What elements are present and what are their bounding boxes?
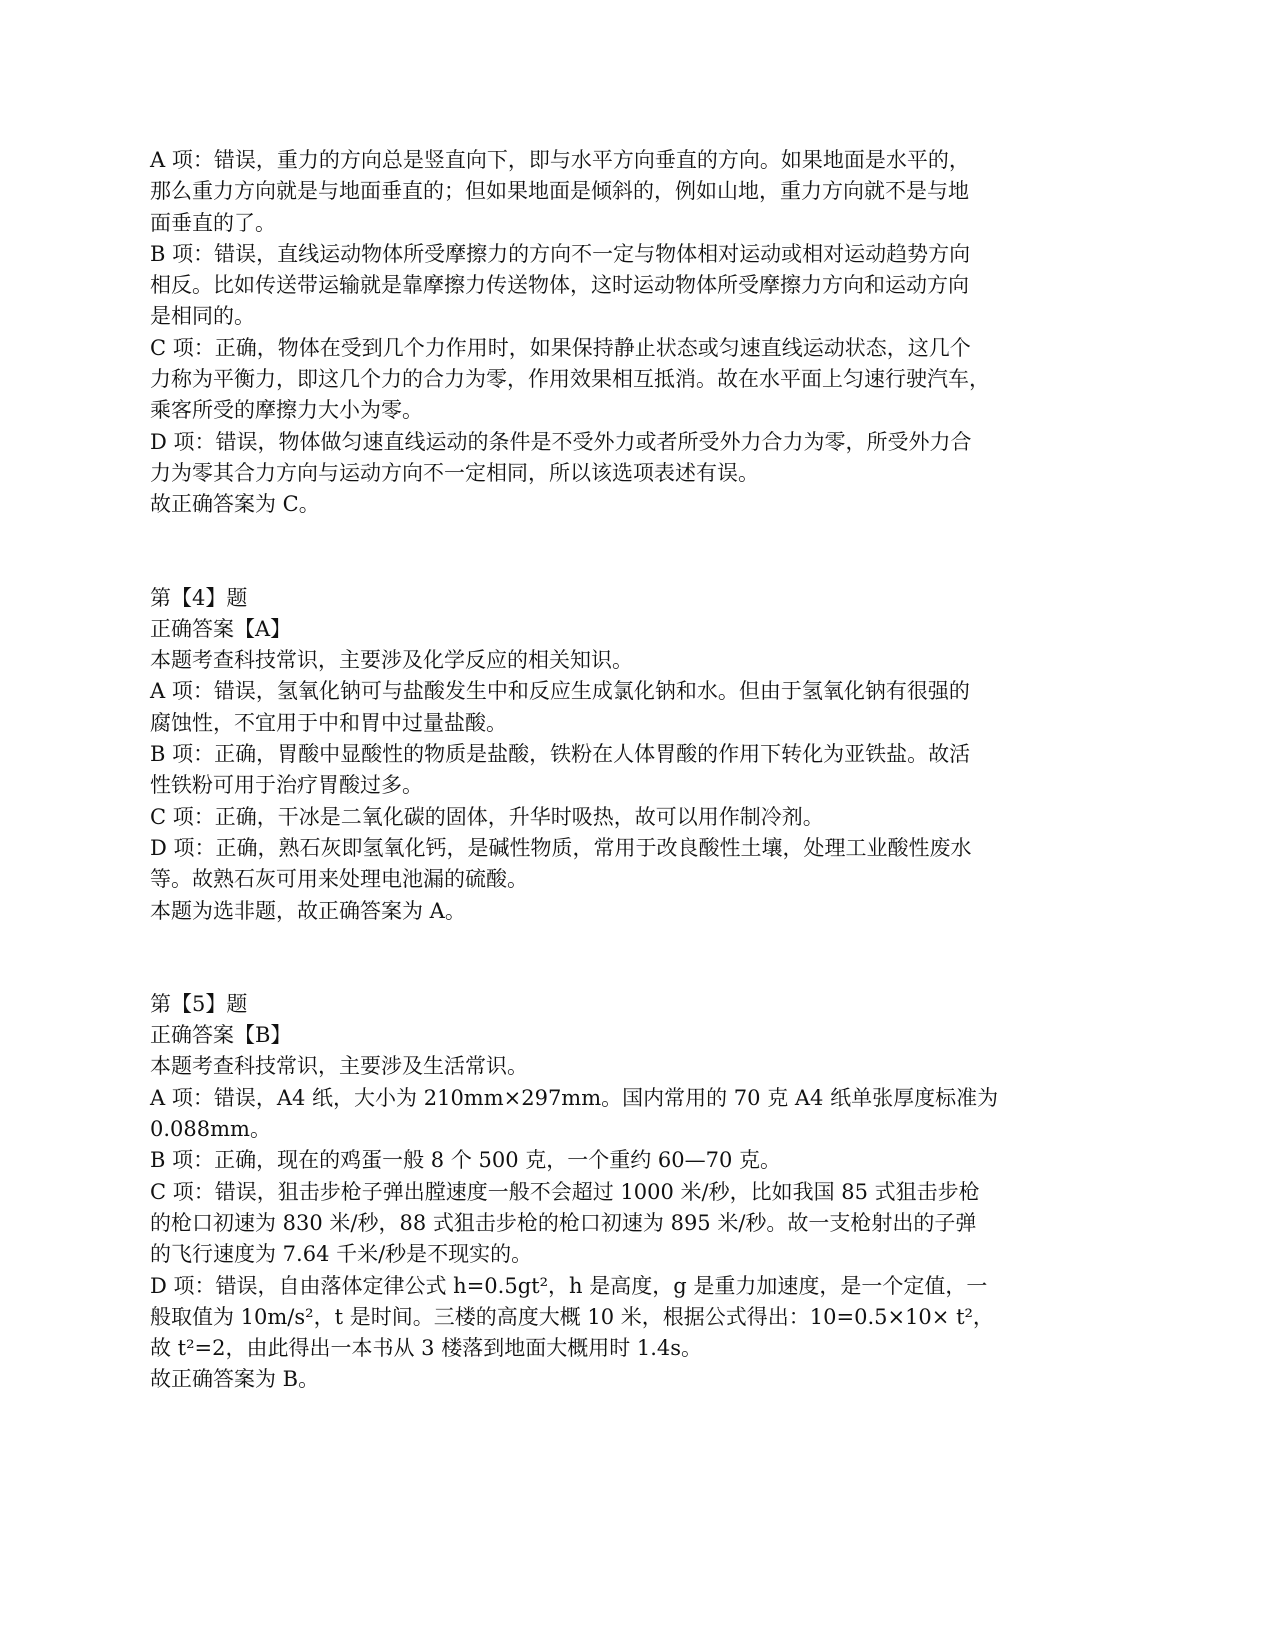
correct-answer-label: 正确答案【A】	[150, 616, 292, 641]
paragraph-line: 力称为平衡力，即这几个力的合力为零，作用效果相互抵消。故在水平面上匀速行驶汽车，	[150, 367, 990, 392]
section-question-3-analysis	[150, 145, 1140, 521]
answer-conclusion: 故正确答案为 C。	[150, 492, 320, 517]
section-question-5	[150, 989, 1140, 1396]
paragraph-line: B 项：正确，胃酸中显酸性的物质是盐酸，铁粉在人体胃酸的作用下转化为亚铁盐。故活	[150, 742, 971, 767]
paragraph-line: 那么重力方向就是与地面垂直的；但如果地面是倾斜的，例如山地，重力方向就不是与地	[150, 179, 969, 204]
paragraph-line: D 项：错误，自由落体定律公式 h=0.5gt²，h 是高度，g 是重力加速度，是一个定值，一	[150, 1273, 988, 1298]
paragraph-line: 本题考查科技常识，主要涉及化学反应的相关知识。	[150, 648, 633, 673]
paragraph-line: 乘客所受的摩擦力大小为零。	[150, 398, 423, 423]
document-page	[150, 145, 1140, 1396]
paragraph-line: 相反。比如传送带运输就是靠摩擦力传送物体，这时运动物体所受摩擦力方向和运动方向	[150, 273, 969, 298]
paragraph-line: 力为零其合力方向与运动方向不一定相同，所以该选项表述有误。	[150, 460, 759, 485]
paragraph-line: 本题考查科技常识，主要涉及生活常识。	[150, 1054, 528, 1079]
paragraph-line: C 项：正确，物体在受到几个力作用时，如果保持静止状态或匀速直线运动状态，这几个	[150, 335, 971, 360]
question-number-heading: 第【5】题	[150, 991, 248, 1016]
paragraph-line: 面垂直的了。	[150, 210, 276, 235]
paragraph-line: B 项：错误，直线运动物体所受摩擦力的方向不一定与物体相对运动或相对运动趋势方向	[150, 241, 971, 266]
section-spacer	[150, 521, 1140, 583]
paragraph-line: D 项：错误，物体做匀速直线运动的条件是不受外力或者所受外力合力为零，所受外力合	[150, 429, 972, 454]
paragraph-line: C 项：错误，狙击步枪子弹出膛速度一般不会超过 1000 米/秒，比如我国 85 式狙击步枪	[150, 1179, 980, 1204]
paragraph-line: A 项：错误，氢氧化钠可与盐酸发生中和反应生成氯化钠和水。但由于氢氧化钠有很强的	[150, 679, 970, 704]
paragraph-line: C 项：正确，干冰是二氧化碳的固体，升华时吸热，故可以用作制冷剂。	[150, 804, 824, 829]
section-spacer	[150, 927, 1140, 989]
paragraph-line: 0.088mm。	[150, 1117, 271, 1142]
answer-conclusion: 故正确答案为 B。	[150, 1367, 320, 1392]
paragraph-line: 性铁粉可用于治疗胃酸过多。	[150, 773, 423, 798]
paragraph-line: A 项：错误，重力的方向总是竖直向下，即与水平方向垂直的方向。如果地面是水平的，	[150, 148, 970, 172]
paragraph-line: D 项：正确，熟石灰即氢氧化钙，是碱性物质，常用于改良酸性土壤，处理工业酸性废水	[150, 835, 972, 860]
paragraph-line: 是相同的。	[150, 304, 255, 329]
paragraph-line: 的飞行速度为 7.64 千米/秒是不现实的。	[150, 1242, 533, 1267]
paragraph-line: 般取值为 10m/s²，t 是时间。三楼的高度大概 10 米，根据公式得出：10=0.5×10× t²，	[150, 1304, 994, 1329]
correct-answer-label: 正确答案【B】	[150, 1023, 292, 1048]
answer-conclusion: 本题为选非题，故正确答案为 A。	[150, 898, 466, 923]
question-number-heading: 第【4】题	[150, 585, 248, 610]
paragraph-line: 等。故熟石灰可用来处理电池漏的硫酸。	[150, 867, 528, 892]
paragraph-line: B 项：正确，现在的鸡蛋一般 8 个 500 克，一个重约 60—70 克。	[150, 1148, 782, 1173]
paragraph-line: 的枪口初速为 830 米/秒，88 式狙击步枪的枪口初速为 895 米/秒。故一支枪射出的子弹	[150, 1210, 977, 1235]
paragraph-line: 故 t²=2，由此得出一本书从 3 楼落到地面大概用时 1.4s。	[150, 1336, 703, 1361]
section-question-4	[150, 583, 1140, 927]
paragraph-line: A 项：错误，A4 纸，大小为 210mm×297mm。国内常用的 70 克 A4 纸单张厚度标准为	[150, 1085, 999, 1110]
paragraph-line: 腐蚀性，不宜用于中和胃中过量盐酸。	[150, 710, 507, 735]
